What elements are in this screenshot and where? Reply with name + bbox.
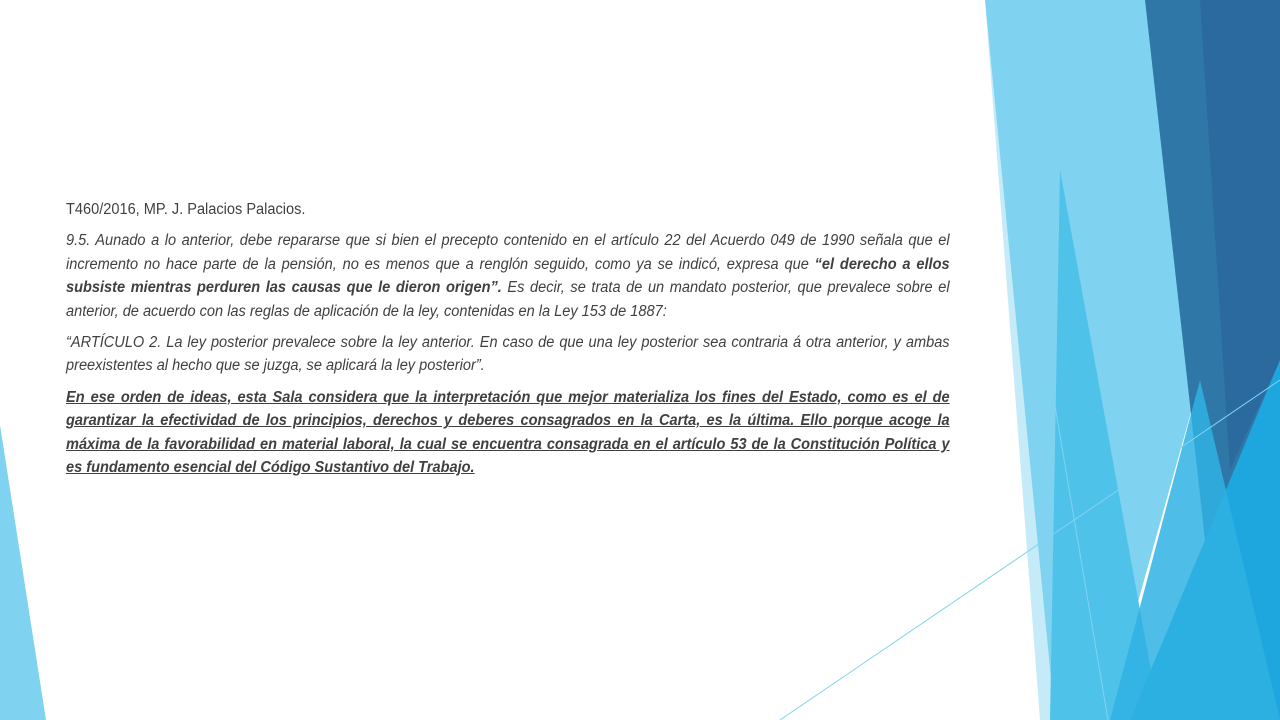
paragraph-9-5 <box>66 229 950 323</box>
paragraph-9-5-intro: 9.5. Aunado a lo anterior, debe repararse que si bien el precepto contenido en el artículo 22 del Acuerdo 049 de 1990 señala que el incremento no hace parte de la pensión, no es menos que a renglón seguido, como ya se indicó, expresa que <box>66 232 950 273</box>
slide-text-body <box>66 198 950 479</box>
paragraph-9-5-outro: Es decir, se trata de un mandato posterior, que prevalece sobre el anterior, de acuerdo con las reglas de aplicación de la ley, contenidas en la Ley 153 de 1887: <box>66 279 950 320</box>
left-accent-triangle <box>0 425 46 720</box>
article-2-quote: “ARTÍCULO 2. La ley posterior prevalece sobre la ley anterior. En caso de que una ley posterior sea contraria á otra anterior, y ambas preexistentes al hecho que se juzga, se aplicará la ley posterior”. <box>66 334 950 375</box>
case-citation: T460/2016, MP. J. Palacios Palacios. <box>66 201 306 218</box>
paragraph-9-5-bold-quote: “el derecho a ellos subsiste mientras perduren las causas que le dieron origen”. <box>66 255 950 297</box>
conclusion-paragraph: En ese orden de ideas, esta Sala considera que la interpretación que mejor materializa los fines del Estado, como es el de garantizar la efectividad de los principios, derechos y deberes consagrados en la Carta, es la última. Ello porque acoge la máxima de la favorabilidad en material laboral, la cual se encuentra consagrada en el artículo 53 de la Constitución Política y es fundamento esencial del Código Sustantivo del Trabajo. <box>66 388 950 477</box>
